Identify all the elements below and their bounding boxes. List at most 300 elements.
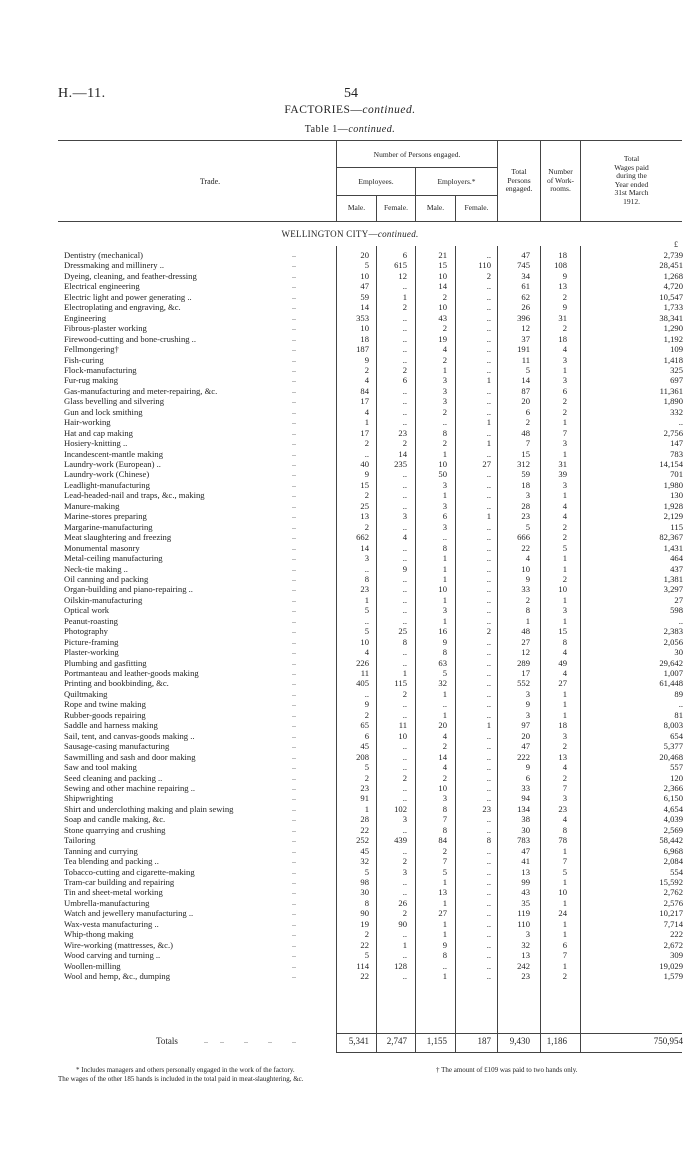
trade-name: Electric light and power generating .. — [64, 291, 192, 302]
cell-emp-male: 47 — [360, 281, 369, 292]
cell-emp-female: 2 — [402, 772, 407, 783]
cell-total-persons: 47 — [521, 250, 530, 260]
cell-wages: 130 — [670, 490, 683, 501]
cell-emp-female: 128 — [394, 960, 407, 971]
trade-name: Sawmilling and sash and door making — [64, 751, 196, 762]
cell-wages: 598 — [670, 605, 683, 616]
cell-workrooms: 1 — [562, 417, 567, 428]
cell-emp-female: .. — [402, 615, 407, 626]
cell-empr-male: 9 — [442, 636, 447, 647]
cell-emp-male: 187 — [356, 344, 369, 355]
trade-name: Plaster-working — [64, 647, 119, 658]
leader-dots: .. — [292, 845, 296, 855]
table-row — [0, 605, 700, 615]
cell-empr-female: .. — [486, 615, 491, 626]
cell-wages: 7,714 — [663, 918, 683, 929]
trade-name: Optical work — [64, 605, 110, 616]
cell-emp-male: .. — [364, 615, 369, 626]
cell-wages: 1,192 — [663, 333, 683, 344]
trade-name: Umbrella-manufacturing — [64, 897, 150, 908]
cell-emp-male: 30 — [360, 887, 369, 898]
cell-empr-female: .. — [486, 553, 491, 564]
cell-emp-male: 25 — [360, 500, 369, 511]
cell-empr-female: .. — [486, 323, 491, 334]
cell-empr-female: .. — [486, 929, 491, 940]
cell-emp-female: 9 — [402, 563, 407, 574]
col-emp-female: Female. — [384, 203, 408, 212]
cell-emp-female: .. — [402, 521, 407, 532]
leader-dots: .. — [292, 939, 296, 949]
cell-empr-female: .. — [486, 939, 491, 950]
cell-total-persons: 30 — [521, 824, 530, 835]
table-row — [0, 469, 700, 479]
trade-name: Marine-stores preparing — [64, 511, 147, 522]
cell-total-persons: 6 — [525, 772, 530, 783]
cell-total-persons: 23 — [521, 511, 530, 522]
cell-emp-male: 5 — [364, 626, 369, 637]
cell-workrooms: 108 — [554, 260, 567, 271]
cell-workrooms: 4 — [562, 668, 567, 678]
cell-total-persons: 17 — [521, 668, 530, 678]
leader-dots: .. — [292, 312, 296, 322]
cell-empr-female: 1 — [486, 438, 491, 449]
total-emp-female: 2,747 — [386, 1036, 407, 1046]
cell-wages: 8,003 — [663, 720, 683, 731]
table-row — [0, 825, 700, 835]
cell-empr-female: .. — [486, 354, 491, 365]
cell-workrooms: 27 — [558, 678, 567, 689]
leader-dots: .. — [292, 688, 296, 698]
cell-workrooms: 1 — [562, 845, 567, 856]
cell-emp-male: 17 — [360, 396, 369, 407]
trade-name: Laundry-work (European) .. — [64, 459, 161, 469]
trade-name: Tobacco-cutting and cigarette-making — [64, 866, 195, 877]
cell-emp-female: .. — [402, 281, 407, 292]
leader-dots: .. — [292, 396, 296, 406]
table-row — [0, 355, 700, 365]
cell-emp-female: 1 — [402, 291, 407, 302]
cell-emp-male: 405 — [356, 678, 369, 689]
cell-wages: 309 — [670, 950, 683, 961]
trade-name: Dressmaking and millinery .. — [64, 260, 165, 271]
cell-empr-female: 1 — [486, 417, 491, 428]
leader-dots: .. — [292, 814, 296, 824]
cell-emp-female: 12 — [398, 270, 407, 281]
column-rule — [376, 1034, 377, 1052]
trade-name: Whip-thong making — [64, 929, 134, 940]
cell-workrooms: 18 — [558, 333, 567, 344]
table-row — [0, 407, 700, 417]
cell-workrooms: 1 — [562, 709, 567, 720]
trade-name: Incandescent-mantle making — [64, 448, 164, 459]
leader-dots: .. — [292, 772, 296, 782]
cell-workrooms: 10 — [558, 887, 567, 898]
table-row — [0, 626, 700, 636]
trade-name: Sausage-casing manufacturing — [64, 741, 170, 752]
cell-empr-female: .. — [486, 448, 491, 459]
cell-emp-female: .. — [402, 824, 407, 835]
trade-name: Manure-making — [64, 500, 120, 511]
cell-empr-male: 7 — [442, 856, 447, 867]
table-row — [0, 887, 700, 897]
leader-dots: .. — [292, 323, 296, 333]
cell-emp-female: .. — [402, 396, 407, 407]
total-emp-male: 5,341 — [348, 1036, 369, 1046]
trade-name: Glass bevelling and silvering — [64, 396, 165, 407]
cell-total-persons: 61 — [521, 281, 530, 292]
cell-wages: 82,367 — [659, 532, 683, 543]
total-empr-male: 1,155 — [426, 1036, 447, 1046]
cell-empr-male: 1 — [442, 553, 447, 564]
leader-dots: .. — [292, 438, 296, 448]
cell-total-persons: 5 — [525, 521, 530, 532]
cell-total-persons: 396 — [517, 312, 530, 323]
cell-emp-male: 6 — [364, 730, 369, 741]
cell-empr-male: 1 — [442, 897, 447, 908]
cell-empr-female: 110 — [478, 260, 491, 271]
cell-emp-female: .. — [402, 490, 407, 501]
total-wages: 750,954 — [653, 1036, 683, 1046]
cell-wages: 1,381 — [663, 573, 683, 584]
trade-name: Soap and candle making, &c. — [64, 814, 166, 825]
cell-workrooms: 15 — [558, 626, 567, 637]
cell-total-persons: 87 — [521, 385, 530, 396]
cell-empr-male: 2 — [442, 772, 447, 783]
leader-dots: .. — [292, 270, 296, 280]
leader-dots: .. — [292, 960, 296, 970]
table-row — [0, 762, 700, 772]
cell-wages: 89 — [674, 688, 683, 699]
cell-total-persons: 2 — [525, 417, 530, 428]
cell-empr-female: .. — [486, 772, 491, 783]
cell-workrooms: 4 — [562, 500, 567, 511]
cell-wages: 2,569 — [663, 824, 683, 835]
cell-workrooms: 23 — [558, 803, 567, 814]
leader-dots: .. — [292, 406, 296, 416]
cell-total-persons: 97 — [521, 720, 530, 731]
cell-empr-female: .. — [486, 793, 491, 804]
leader-dots: .. — [292, 678, 296, 688]
leader-dots: .. — [292, 741, 296, 751]
trade-name: Rope and twine making — [64, 699, 146, 710]
cell-empr-male: 3 — [442, 396, 447, 407]
cell-emp-male: 59 — [360, 291, 369, 302]
cell-total-persons: 43 — [521, 887, 530, 898]
leader-dots: .. — [292, 730, 296, 740]
cell-wages: 27 — [674, 594, 683, 605]
cell-empr-male: 1 — [442, 594, 447, 605]
cell-empr-male: 8 — [442, 542, 447, 553]
cell-emp-female: 3 — [402, 511, 407, 522]
table-row — [0, 898, 700, 908]
cell-wages: 11,361 — [659, 385, 683, 396]
leader-dots: .. — [292, 459, 296, 468]
leader-dots: .. — [292, 250, 296, 259]
col-empr-female: Female. — [464, 203, 489, 212]
cell-empr-female: .. — [486, 605, 491, 616]
cell-empr-female: 1 — [486, 720, 491, 731]
cell-emp-female: .. — [402, 323, 407, 334]
table-row — [0, 710, 700, 720]
cell-empr-male: 1 — [442, 929, 447, 940]
cell-emp-male: 8 — [364, 573, 369, 584]
cell-emp-female: 11 — [398, 720, 407, 731]
leader-dots: .. — [292, 573, 296, 583]
cell-emp-female: .. — [402, 709, 407, 720]
cell-workrooms: 9 — [562, 270, 567, 281]
cell-empr-male: 21 — [438, 250, 447, 260]
cell-emp-female: 6 — [402, 375, 407, 386]
cell-empr-male: 14 — [438, 751, 447, 762]
cell-workrooms: 2 — [562, 396, 567, 407]
cell-wages: 15,592 — [659, 877, 683, 887]
cell-workrooms: 3 — [562, 793, 567, 804]
total-workrooms: 1,186 — [546, 1036, 567, 1046]
leader-dots: .. — [292, 605, 296, 615]
cell-wages: 1,579 — [663, 971, 683, 982]
report-code: H.—11. — [58, 86, 106, 101]
cell-empr-male: 3 — [442, 521, 447, 532]
leader-dots: .. — [292, 720, 296, 730]
leader-dots: .. — [292, 856, 296, 866]
cell-emp-male: 5 — [364, 260, 369, 271]
cell-emp-female: .. — [402, 971, 407, 982]
leader-dots: .. — [292, 521, 296, 531]
cell-empr-female: 27 — [482, 459, 491, 469]
cell-workrooms: 31 — [558, 459, 567, 469]
leader-dots: .. — [292, 929, 296, 939]
trade-name: Plumbing and gasfitting — [64, 657, 147, 668]
table-row — [0, 449, 700, 459]
table-row — [0, 574, 700, 584]
cell-empr-male: 2 — [442, 741, 447, 752]
table-row — [0, 856, 700, 866]
cell-wages: 1,268 — [663, 270, 683, 281]
cell-empr-female: .. — [486, 427, 491, 438]
cell-workrooms: 8 — [562, 636, 567, 647]
cell-total-persons: 26 — [521, 302, 530, 313]
cell-wages: 2,756 — [663, 427, 683, 438]
cell-workrooms: 1 — [562, 877, 567, 887]
leader-dots: .. — [292, 584, 296, 594]
cell-total-persons: 110 — [517, 918, 530, 929]
cell-empr-male: 16 — [438, 626, 447, 637]
cell-emp-male: 662 — [356, 532, 369, 543]
cell-emp-female: 235 — [394, 459, 407, 469]
table-row — [0, 271, 700, 281]
trade-name: Neck-tie making .. — [64, 563, 128, 574]
cell-emp-male: 10 — [360, 270, 369, 281]
cell-workrooms: 2 — [562, 521, 567, 532]
cell-workrooms: 2 — [562, 532, 567, 543]
cell-emp-female: .. — [402, 573, 407, 584]
leader-dots: .. — [292, 469, 296, 479]
total-empr-female: 187 — [477, 1036, 491, 1046]
cell-empr-female: .. — [486, 950, 491, 961]
cell-empr-male: 14 — [438, 281, 447, 292]
leader-dots: .. — [292, 511, 296, 521]
cell-wages: 30 — [674, 647, 683, 658]
table-row — [0, 313, 700, 323]
cell-emp-female: 90 — [398, 918, 407, 929]
cell-empr-female: .. — [486, 385, 491, 396]
cell-wages: 5,377 — [663, 741, 683, 752]
cell-workrooms: 3 — [562, 438, 567, 449]
cell-wages: 222 — [670, 929, 683, 940]
table-row — [0, 773, 700, 783]
cell-emp-female: 439 — [394, 835, 407, 846]
cell-emp-male: 9 — [364, 354, 369, 365]
cell-empr-male: 3 — [442, 500, 447, 511]
trade-name: Oil canning and packing — [64, 573, 149, 584]
cell-emp-female: 1 — [402, 939, 407, 950]
trade-name: Photography — [64, 626, 108, 637]
table-row — [0, 511, 700, 521]
cell-emp-female: 6 — [402, 250, 407, 260]
cell-empr-female: .. — [486, 688, 491, 699]
cell-empr-male: 3 — [442, 385, 447, 396]
leader-dots: .. — [292, 563, 296, 573]
cell-workrooms: 3 — [562, 730, 567, 741]
leader-dots: .. — [292, 782, 296, 792]
cell-empr-male: 43 — [438, 312, 447, 323]
cell-wages: 464 — [670, 553, 683, 564]
trade-name: Saw and tool making — [64, 762, 137, 773]
table-row — [0, 961, 700, 971]
leader-dots: .. — [292, 668, 296, 677]
table-row — [0, 908, 700, 918]
cell-total-persons: 3 — [525, 709, 530, 720]
cell-emp-female: .. — [402, 782, 407, 793]
cell-total-persons: 12 — [521, 647, 530, 658]
cell-emp-male: 2 — [364, 772, 369, 783]
cell-emp-male: 208 — [356, 751, 369, 762]
cell-empr-male: 3 — [442, 479, 447, 490]
cell-total-persons: 9 — [525, 699, 530, 710]
leader-dots: .. — [292, 291, 296, 301]
cell-total-persons: 47 — [521, 845, 530, 856]
cell-empr-male: 10 — [438, 302, 447, 313]
cell-wages: 29,642 — [659, 657, 683, 668]
cell-total-persons: 3 — [525, 688, 530, 699]
trade-name: Electrical engineering — [64, 281, 140, 292]
table-row — [0, 877, 700, 887]
cell-emp-female: .. — [402, 469, 407, 480]
cell-empr-female: .. — [486, 521, 491, 532]
cell-emp-female: .. — [402, 584, 407, 595]
cell-wages: 38,341 — [659, 312, 683, 323]
cell-empr-female: .. — [486, 344, 491, 355]
cell-emp-female: 10 — [398, 730, 407, 741]
table-row — [0, 292, 700, 302]
trade-name: Meat slaughtering and freezing — [64, 532, 172, 543]
leader-dots: .. — [292, 709, 296, 719]
cell-empr-female: .. — [486, 406, 491, 417]
cell-emp-male: 2 — [364, 709, 369, 720]
cell-total-persons: 11 — [521, 354, 530, 365]
cell-emp-male: 5 — [364, 605, 369, 616]
cell-empr-male: 13 — [438, 887, 447, 898]
trade-name: Portmanteau and leather-goods making — [64, 668, 199, 678]
table-row — [0, 522, 700, 532]
table-row — [0, 595, 700, 605]
cell-emp-male: 5 — [364, 950, 369, 961]
table-row — [0, 396, 700, 406]
table-row — [0, 553, 700, 563]
cell-emp-male: 10 — [360, 636, 369, 647]
cell-total-persons: 41 — [521, 856, 530, 867]
cell-empr-female: .. — [486, 971, 491, 982]
cell-empr-male: .. — [442, 532, 447, 543]
cell-wages: 554 — [670, 866, 683, 877]
cell-wages: 6,968 — [663, 845, 683, 856]
cell-empr-male: 3 — [442, 605, 447, 616]
cell-workrooms: 31 — [558, 312, 567, 323]
cell-wages: 2,084 — [663, 856, 683, 867]
cell-wages: 2,366 — [663, 782, 683, 793]
cell-empr-male: 2 — [442, 438, 447, 449]
cell-total-persons: 3 — [525, 929, 530, 940]
leader-dots: .. — [292, 344, 296, 354]
cell-emp-male: 14 — [360, 542, 369, 553]
trade-name: Woollen-milling — [64, 960, 121, 971]
cell-emp-female: 615 — [394, 260, 407, 271]
leader-dots: .. — [292, 532, 296, 542]
cell-workrooms: 24 — [558, 908, 567, 919]
trade-name: Wood carving and turning .. — [64, 950, 161, 961]
cell-empr-male: 10 — [438, 584, 447, 595]
cell-total-persons: 48 — [521, 626, 530, 637]
cell-total-persons: 666 — [517, 532, 530, 543]
trade-name: Metal-ceiling manufacturing — [64, 553, 163, 564]
cell-workrooms: 13 — [558, 281, 567, 292]
table-row — [0, 731, 700, 741]
cell-emp-female: .. — [402, 312, 407, 323]
cell-emp-female: .. — [402, 594, 407, 605]
trade-name: Firewood-cutting and bone-crushing .. — [64, 333, 196, 344]
cell-emp-male: 65 — [360, 720, 369, 731]
cell-empr-female: .. — [486, 762, 491, 773]
cell-total-persons: 783 — [517, 835, 530, 846]
cell-wages: 654 — [670, 730, 683, 741]
cell-wages: 2,762 — [663, 887, 683, 898]
cell-empr-male: 10 — [438, 459, 447, 469]
cell-wages: 325 — [670, 364, 683, 375]
cell-empr-male: 8 — [442, 824, 447, 835]
cell-emp-male: 91 — [360, 793, 369, 804]
table-row — [0, 867, 700, 877]
cell-empr-male: .. — [442, 960, 447, 971]
cell-emp-female: 4 — [402, 532, 407, 543]
trade-name: Tanning and currying — [64, 845, 138, 856]
cell-total-persons: 47 — [521, 741, 530, 752]
cell-empr-female: .. — [486, 814, 491, 825]
footnote-wages: The wages of the other 185 hands is included in the total paid in meat-slaughtering, &c. — [58, 1075, 304, 1083]
cell-total-persons: 15 — [521, 448, 530, 459]
cell-emp-female: .. — [402, 741, 407, 752]
cell-emp-female: .. — [402, 699, 407, 710]
trade-name: Hosiery-knitting .. — [64, 438, 128, 449]
table-row — [0, 543, 700, 553]
leader-dots: .. — [292, 500, 296, 510]
leader-dots: .. — [292, 950, 296, 960]
cell-wages: .. — [678, 699, 683, 710]
cell-emp-male: 2 — [364, 438, 369, 449]
cell-workrooms: 4 — [562, 762, 567, 773]
trade-name: Oilskin-manufacturing — [64, 594, 143, 605]
cell-wages: 10,547 — [659, 291, 683, 302]
cell-workrooms: 1 — [562, 615, 567, 626]
